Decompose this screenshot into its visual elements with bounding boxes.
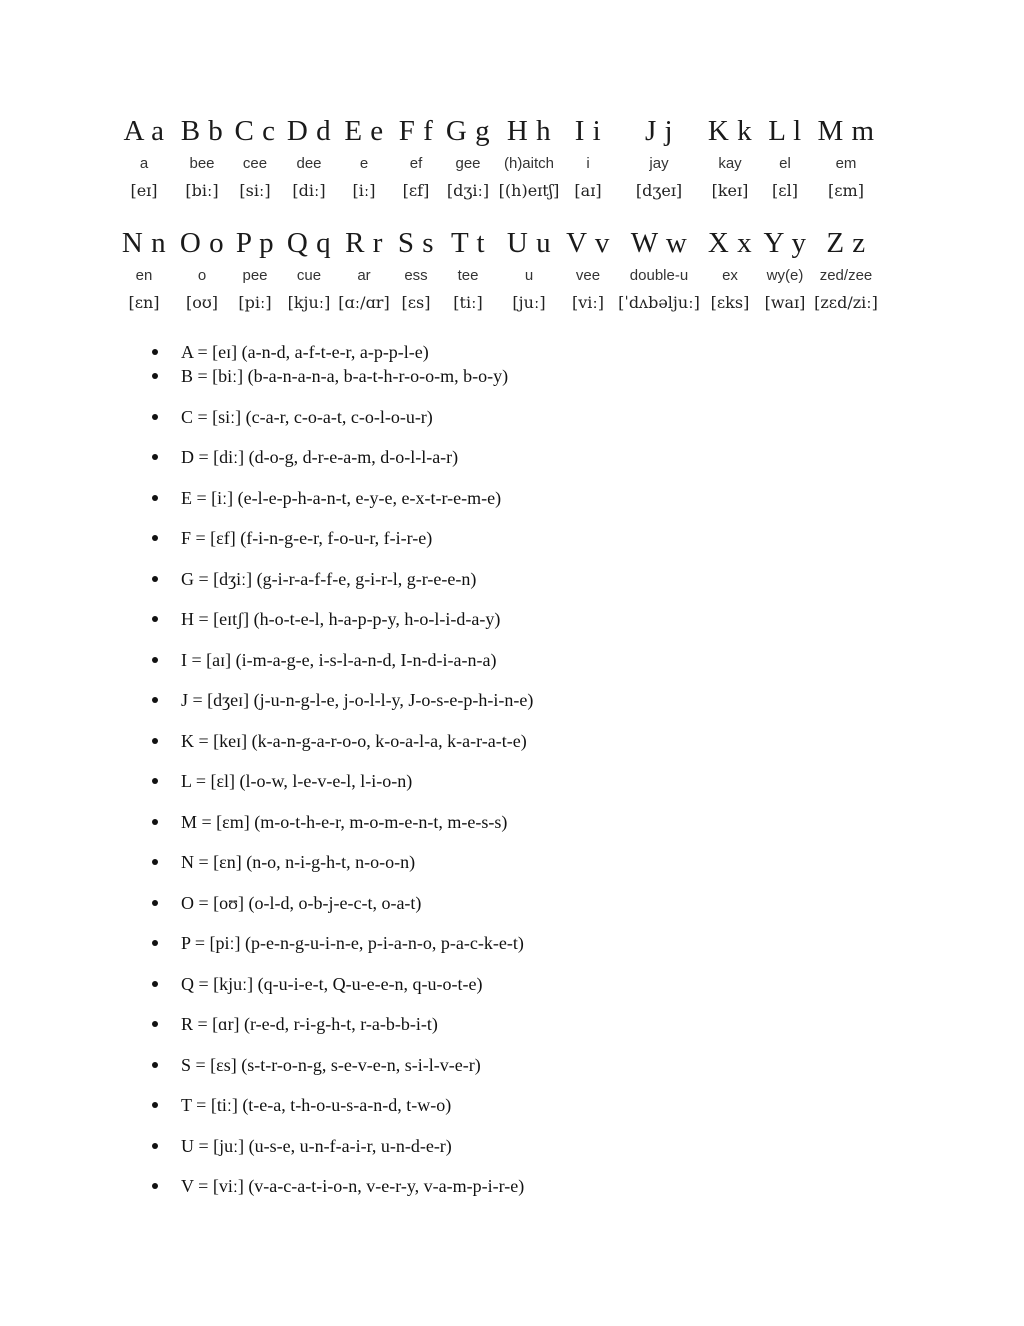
bullet-icon	[152, 495, 158, 501]
bullet-icon	[152, 576, 158, 582]
bullet-icon	[152, 1183, 158, 1189]
letter-cell	[817, 112, 874, 204]
bullet-icon	[152, 1102, 158, 1108]
letter-cell	[181, 112, 224, 204]
letter-name: e	[359, 155, 369, 172]
list-item-text: S = [ɛs] (s-t-r-o-n-g, s-e-v-e-n, s-i-l-v-e-r)	[181, 1054, 481, 1075]
letter-cell	[763, 224, 806, 316]
letter-glyphs: C c	[234, 115, 276, 147]
list-item-text: O = [oʊ] (o-l-d, o-b-j-e-c-t, o-a-t)	[181, 892, 422, 913]
letter-ipa: [juː]	[512, 293, 546, 312]
list-item	[150, 340, 533, 364]
letter-ipa: [biː]	[185, 181, 219, 200]
letter-ipa: [(h)eɪtʃ]	[498, 181, 560, 200]
letter-name: el	[779, 155, 791, 172]
letter-ipa: [zɛd/ziː]	[814, 293, 878, 312]
letter-ipa: [oʊ]	[185, 293, 219, 312]
bullet-icon	[152, 454, 158, 460]
bullet-icon	[152, 900, 158, 906]
list-item-text: R = [ɑr] (r-e-d, r-i-g-h-t, r-a-b-b-i-t)	[181, 1014, 438, 1034]
letter-name: bee	[189, 155, 215, 172]
letter-cell	[399, 112, 434, 204]
list-item-text: V = [viː] (v-a-c-a-t-i-o-n, v-e-r-y, v-a-m-p-i-r-e)	[181, 1176, 525, 1196]
letter-glyphs: E e	[344, 115, 384, 147]
letter-glyphs: P p	[235, 227, 275, 259]
letter-cell	[122, 224, 166, 316]
list-item	[150, 445, 533, 486]
letter-name: pee	[242, 267, 268, 284]
list-item-text: L = [ɛl] (l-o-w, l-e-v-e-l, l-i-o-n)	[181, 771, 413, 791]
letter-cell	[124, 112, 165, 204]
letter-glyphs: S s	[397, 227, 435, 259]
letter-ipa: [ɛf]	[402, 181, 430, 200]
letter-cell	[451, 224, 485, 316]
letter-glyphs: A a	[123, 115, 165, 147]
letter-glyphs: R r	[345, 227, 383, 259]
letter-cell	[235, 112, 276, 204]
letter-glyphs: D d	[286, 115, 332, 147]
list-item	[150, 526, 533, 567]
letter-ipa: [dʒeɪ]	[635, 181, 683, 200]
letter-cell	[814, 224, 878, 316]
letter-glyphs: N n	[121, 227, 167, 259]
letter-name: jay	[649, 155, 669, 172]
letter-cell	[338, 224, 389, 316]
letter-name: dee	[296, 155, 322, 172]
list-item	[150, 931, 533, 972]
bullet-icon	[152, 940, 158, 946]
letter-ipa: [tiː]	[453, 293, 483, 312]
letter-cell	[446, 112, 490, 204]
letter-ipa: [keɪ]	[711, 181, 749, 200]
list-item	[150, 1093, 533, 1134]
list-item	[150, 607, 533, 648]
list-item-text: H = [eɪtʃ] (h-o-t-e-l, h-a-p-p-y, h-o-l-i-d-a-y)	[181, 609, 501, 629]
list-item-text: C = [siː] (c-a-r, c-o-a-t, c-o-l-o-u-r)	[181, 406, 433, 427]
letter-cell	[287, 112, 331, 204]
letter-glyphs: J j	[644, 115, 674, 147]
bullet-icon	[152, 819, 158, 825]
bullet-icon	[152, 616, 158, 622]
letter-cell	[287, 224, 331, 316]
bullet-icon	[152, 414, 158, 420]
letter-name: ex	[722, 267, 738, 284]
letter-name: double-u	[629, 267, 689, 284]
letter-ipa: [iː]	[352, 181, 376, 200]
letter-name: em	[835, 155, 857, 172]
list-item-text: P = [piː] (p-e-n-g-u-i-n-e, p-i-a-n-o, p-a-c-k-e-t)	[181, 933, 524, 953]
letter-ipa: [siː]	[239, 181, 271, 200]
letter-glyphs: W w	[630, 227, 688, 259]
list-item-text: I = [aɪ] (i-m-a-g-e, i-s-l-a-n-d, I-n-d-i-a-n-a)	[181, 649, 497, 670]
list-item	[150, 810, 533, 851]
list-item	[150, 850, 533, 891]
bullet-icon	[152, 697, 158, 703]
letter-name: i	[586, 155, 590, 172]
list-item-text: M = [ɛm] (m-o-t-h-e-r, m-o-m-e-n-t, m-e-s-s)	[181, 811, 508, 832]
list-item	[150, 405, 533, 446]
letter-ipa: [ɛn]	[128, 293, 160, 312]
letter-glyphs: X x	[707, 227, 753, 259]
bullet-icon	[152, 981, 158, 987]
alphabet-chart	[118, 112, 888, 336]
list-item	[150, 567, 533, 608]
letter-cell	[344, 112, 383, 204]
letter-cell	[708, 112, 752, 204]
letter-name: cee	[242, 155, 268, 172]
letter-name: tee	[457, 267, 479, 284]
letter-ipa: [aɪ]	[574, 181, 602, 200]
letter-cell	[398, 224, 434, 316]
letter-glyphs: B b	[180, 115, 224, 147]
letter-name: u	[524, 267, 534, 284]
letter-glyphs: F f	[398, 115, 434, 147]
letter-ipa: [ɛl]	[772, 181, 798, 200]
letter-cell	[708, 224, 752, 316]
letter-ipa: [kjuː]	[287, 293, 331, 312]
letter-glyphs: Y y	[763, 227, 807, 259]
alphabet-row-n-z	[118, 224, 888, 336]
letter-ipa: [ɛks]	[710, 293, 750, 312]
list-item-text: K = [keɪ] (k-a-n-g-a-r-o-o, k-o-a-l-a, k-a-r-a-t-e)	[181, 730, 527, 751]
letter-name: en	[135, 267, 153, 284]
letter-name: o	[197, 267, 207, 284]
letter-glyphs: V v	[566, 227, 610, 259]
letter-glyphs: T t	[451, 227, 485, 259]
letter-ipa: [piː]	[238, 293, 272, 312]
list-item	[150, 648, 533, 689]
letter-name: kay	[718, 155, 742, 172]
letter-name: gee	[455, 155, 481, 172]
letter-ipa: [ɑː/ɑr]	[338, 293, 390, 312]
list-item-text: G = [dʒiː] (g-i-r-a-f-f-e, g-i-r-l, g-r-e-e-n)	[181, 568, 477, 589]
letter-cell	[507, 224, 551, 316]
letter-ipa: [diː]	[292, 181, 326, 200]
letter-ipa: [ɛs]	[401, 293, 431, 312]
list-item	[150, 769, 533, 810]
letter-cell	[180, 224, 224, 316]
letter-ipa: [waɪ]	[764, 293, 806, 312]
bullet-icon	[152, 738, 158, 744]
list-item-text: Q = [kjuː] (q-u-i-e-t, Q-u-e-e-n, q-u-o-t-e)	[181, 973, 483, 994]
list-item-text: N = [ɛn] (n-o, n-i-g-h-t, n-o-o-n)	[181, 852, 416, 872]
list-item	[150, 1174, 533, 1215]
list-item-text: B = [biː] (b-a-n-a-n-a, b-a-t-h-r-o-o-m, b-o-y)	[181, 366, 509, 386]
list-item-text: D = [diː] (d-o-g, d-r-e-a-m, d-o-l-l-a-r)	[181, 447, 459, 467]
letter-name: ess	[404, 267, 428, 284]
list-item	[150, 891, 533, 932]
letter-cell	[618, 224, 700, 316]
letter-glyphs: Z z	[826, 227, 866, 259]
letter-ipa: [eɪ]	[130, 181, 158, 200]
list-item	[150, 688, 533, 729]
bullet-icon	[152, 1021, 158, 1027]
letter-glyphs: Q q	[286, 227, 332, 259]
letter-cell	[566, 224, 610, 316]
letter-name: ef	[409, 155, 423, 172]
letter-ipa: [viː]	[571, 293, 605, 312]
list-item	[150, 486, 533, 527]
letter-name: ar	[357, 267, 371, 284]
letter-glyphs: O o	[179, 227, 225, 259]
list-item-text: A = [eɪ] (a-n-d, a-f-t-e-r, a-p-p-l-e)	[181, 342, 429, 362]
letter-cell	[636, 112, 682, 204]
bullet-icon	[152, 535, 158, 541]
bullet-icon	[152, 349, 158, 355]
letter-name: wy(e)	[766, 267, 804, 284]
list-item	[150, 1053, 533, 1094]
list-item-text: E = [iː] (e-l-e-p-h-a-n-t, e-y-e, e-x-t-r-e-m-e)	[181, 487, 502, 508]
letter-cell	[499, 112, 560, 204]
bullet-icon	[152, 1062, 158, 1068]
letter-name: (h)aitch	[503, 155, 555, 172]
letter-cell	[236, 224, 274, 316]
bullet-icon	[152, 373, 158, 379]
letter-name: cue	[296, 267, 322, 284]
letter-cell	[574, 112, 601, 204]
list-item	[150, 972, 533, 1013]
list-item-text: F = [ɛf] (f-i-n-g-e-r, f-o-u-r, f-i-r-e)	[181, 528, 433, 548]
bullet-icon	[152, 859, 158, 865]
letter-ipa: [ɛm]	[828, 181, 864, 200]
list-item	[150, 1012, 533, 1053]
bullet-icon	[152, 1143, 158, 1149]
letter-ipa: [dʒiː]	[446, 181, 490, 200]
letter-glyphs: H h	[506, 115, 552, 147]
letter-glyphs: K k	[707, 115, 753, 147]
bullet-icon	[152, 657, 158, 663]
list-item	[150, 729, 533, 770]
letter-glyphs: M m	[817, 115, 875, 147]
letter-name: vee	[575, 267, 601, 284]
list-item-text: U = [juː] (u-s-e, u-n-f-a-i-r, u-n-d-e-r)	[181, 1135, 452, 1156]
alphabet-row-a-m	[118, 112, 888, 224]
letter-ipa: [ˈdʌbəljuː]	[618, 293, 700, 312]
list-item	[150, 364, 533, 405]
letter-name: a	[139, 155, 149, 172]
bullet-icon	[152, 778, 158, 784]
letter-cell	[768, 112, 801, 204]
letter-glyphs: L l	[768, 115, 802, 147]
list-item	[150, 1134, 533, 1175]
pronunciation-list	[150, 340, 533, 1215]
letter-glyphs: G g	[445, 115, 491, 147]
letter-name: zed/zee	[819, 267, 873, 284]
list-item-text: T = [tiː] (t-e-a, t-h-o-u-s-a-n-d, t-w-o)	[181, 1095, 452, 1115]
letter-glyphs: I i	[574, 115, 602, 147]
letter-glyphs: U u	[506, 227, 552, 259]
list-item-text: J = [dʒeɪ] (j-u-n-g-l-e, j-o-l-l-y, J-o-s-e-p-h-i-n-e)	[181, 690, 534, 710]
